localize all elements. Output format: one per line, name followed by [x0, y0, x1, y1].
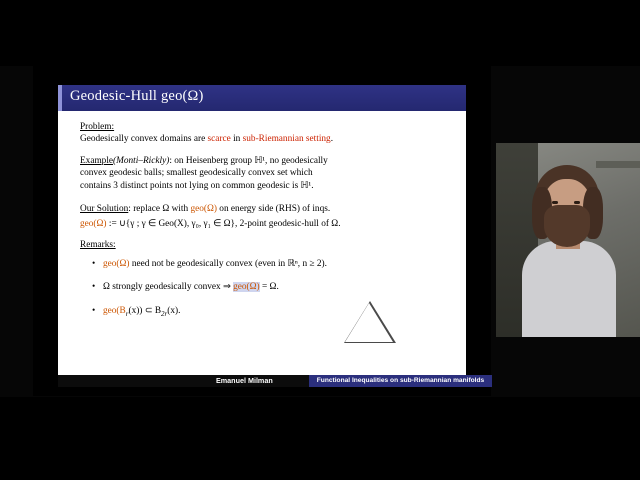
bullet-2-geo: geo(Ω)	[233, 282, 260, 293]
problem-text-scarce: scarce	[207, 134, 231, 145]
bullet-2-pre: Ω strongly geodesically convex	[103, 282, 223, 293]
solution-geo-term: geo(Ω)	[190, 204, 217, 214]
example-line-3: contains 3 distinct points not lying on common geodesic is ℍ¹.	[80, 180, 314, 191]
top-letterbox	[0, 0, 640, 66]
remarks-bullet-list	[92, 258, 452, 331]
bullet-3-geo: geo(B	[103, 305, 126, 316]
problem-text-1: Geodesically convex domains are	[80, 134, 208, 145]
definition-geo-term: geo(Ω)	[80, 219, 107, 230]
example-label: Example	[80, 156, 114, 166]
solution-line	[80, 203, 448, 215]
problem-text-subriemannian: sub-Riemannian setting	[242, 134, 331, 145]
list-item	[92, 281, 452, 293]
problem-label: Problem:	[80, 122, 115, 132]
solution-text-2: on energy side (RHS) of inqs.	[216, 204, 331, 214]
bullet-3-post: (x).	[167, 305, 181, 316]
speaker-eye-left	[552, 201, 558, 204]
example-citation: (Monti–Rickly)	[113, 156, 170, 166]
example-line-1	[80, 155, 448, 167]
bullet-3-sub-r: r	[125, 309, 129, 318]
speaker-eye-right	[574, 201, 580, 204]
problem-text-2: in	[230, 134, 243, 145]
bottom-letterbox	[0, 397, 640, 480]
bullet-2-arrow: ⇒	[223, 282, 234, 293]
bullet-1-text: need not be geodesically convex (even in ℝⁿ, n ≥ 2).	[129, 259, 327, 269]
example-text-1: : on Heisenberg group ℍ¹, no geodesically	[169, 156, 328, 166]
bullet-1-geo: geo(Ω)	[103, 259, 130, 269]
speaker-video-tile[interactable]	[496, 143, 640, 337]
slide-title: Geodesic-Hull geo(Ω)	[70, 88, 204, 104]
remarks-label: Remarks:	[80, 240, 116, 250]
problem-statement	[80, 133, 448, 145]
shared-screen-region[interactable]	[33, 66, 491, 396]
footer-author: Emanuel Milman	[216, 376, 273, 385]
speaker-beard	[544, 205, 590, 247]
slide-title-bar	[58, 85, 466, 111]
slide-body	[58, 111, 466, 349]
bullet-3-sub-2r: 2r	[161, 309, 168, 318]
bullet-3-mid: (x)) ⊂ B	[128, 305, 162, 316]
footer-talk-title: Functional Inequalities on sub-Riemannian manifolds	[309, 375, 492, 387]
bullet-2-text: = Ω.	[259, 282, 279, 293]
solution-label: Our Solution	[80, 204, 129, 214]
triangle-figure-fill	[345, 303, 393, 342]
definition-body: := ∪{γ ; γ ∈ Geo(X), γ₀, γ₁ ∈ Ω}, 2-point geodesic-hull of Ω.	[106, 219, 341, 230]
presentation-slide	[58, 85, 466, 375]
example-block	[80, 155, 448, 192]
remarks-block	[80, 239, 448, 251]
problem-block	[80, 121, 448, 146]
problem-text-3: .	[330, 134, 334, 145]
video-background-shelf	[596, 161, 640, 168]
example-line-2: convex geodesic balls; smallest geodesically convex set which	[80, 168, 313, 179]
speaker-torso	[522, 241, 616, 337]
slide-footer-bar	[58, 375, 485, 387]
definition-line	[80, 218, 448, 230]
list-item	[92, 258, 452, 270]
solution-text-1: : replace Ω with	[128, 204, 191, 214]
solution-block	[80, 203, 448, 231]
list-item	[92, 305, 452, 320]
